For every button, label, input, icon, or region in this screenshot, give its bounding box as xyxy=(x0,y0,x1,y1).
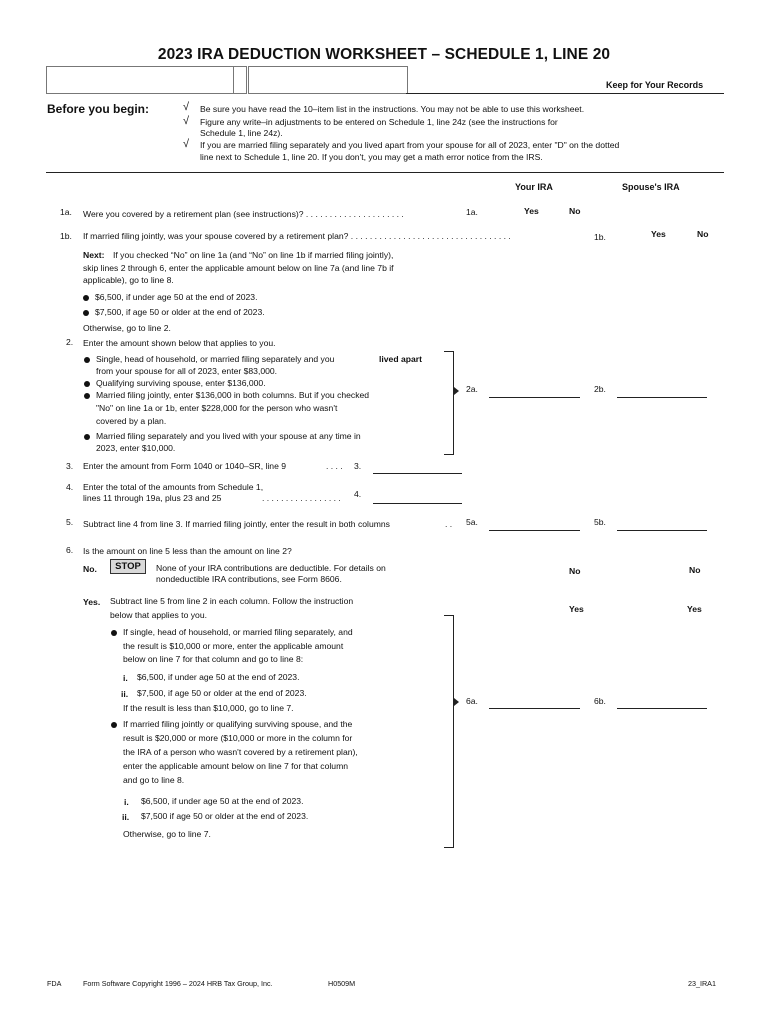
bullet-icon xyxy=(84,393,90,399)
line-2-bullet-1: Single, head of household, or married filing separately and you xyxy=(96,354,335,364)
line-3-number: 3. xyxy=(66,461,74,471)
line-6-single-ii-marker: ii. xyxy=(121,689,129,699)
before-item-3-cont: line next to Schedule 1, line 20. If you don't, you may get a math error notice from the IRS. xyxy=(200,152,543,162)
line-6a-yes[interactable]: Yes xyxy=(569,604,584,614)
before-item-2-cont: Schedule 1, line 24z). xyxy=(200,128,283,138)
line-6-no-label: No. xyxy=(83,564,97,574)
line-3-text: Enter the amount from Form 1040 or 1040–SR, line 9 xyxy=(83,461,287,471)
bullet-icon xyxy=(83,310,89,316)
next-text-1: If you checked “No” on line 1a (and “No” on line 1b if married filing jointly), xyxy=(113,250,394,260)
your-ira-header: Your IRA xyxy=(515,182,553,192)
arrow-right-icon xyxy=(454,387,459,395)
line-6a-ref: 6a. xyxy=(466,696,478,706)
line-2-bullet-1-cont: from your spouse for all of 2023, enter $83,000. xyxy=(96,366,278,376)
line-6-text: Is the amount on line 5 less than the amount on line 2? xyxy=(83,546,292,556)
bullet-icon xyxy=(84,357,90,363)
line-2-bracket xyxy=(444,351,454,455)
line-4-dots: . . . . . . . . . . . . . . . . . xyxy=(262,493,341,503)
next-label: Next: xyxy=(83,250,105,260)
before-item-3: If you are married filing separately and you lived apart from your spouse for all of 2023, enter "D" on the dotted xyxy=(200,140,620,150)
line-6-single-2: the result is $10,000 or more, enter the applicable amount xyxy=(123,641,344,651)
line-6-yes-text-1: Subtract line 5 from line 2 in each column. Follow the instruction xyxy=(110,596,354,606)
line-2-bullet-4: Married filing separately and you lived with your spouse at any time in xyxy=(96,431,361,441)
line-6-single-1: If single, head of household, or married filing separately, and xyxy=(123,627,353,637)
line-5-dots: . . xyxy=(445,519,453,529)
line-6b-yes[interactable]: Yes xyxy=(687,604,702,614)
line-4-text-2: lines 11 through 19a, plus 23 and 25 xyxy=(83,493,222,503)
line-6-yes-text-2: below that applies to you. xyxy=(110,610,207,620)
before-item-2: Figure any write–in adjustments to be entered on Schedule 1, line 24z (see the instructions for xyxy=(200,117,558,127)
section-rule xyxy=(46,172,724,173)
bullet-icon xyxy=(83,295,89,301)
footer-form-code: H0509M xyxy=(328,979,356,988)
check-icon: √ xyxy=(183,138,190,150)
line-2-text: Enter the amount shown below that applies to you. xyxy=(83,338,276,348)
name-box-divider xyxy=(234,66,247,94)
line-6-number: 6. xyxy=(66,545,74,555)
line-5-number: 5. xyxy=(66,517,74,527)
line-6-mfj-4: enter the applicable amount below on line 7 for that column xyxy=(123,761,349,771)
line-6-single-i: $6,500, if under age 50 at the end of 2023. xyxy=(137,672,300,682)
line-5-text: Subtract line 4 from line 3. If married filing jointly, enter the result in both columns xyxy=(83,519,390,529)
line-5b-ref: 5b. xyxy=(594,517,606,527)
line-6a-input[interactable] xyxy=(489,708,580,709)
line-1a-number: 1a. xyxy=(60,207,72,217)
line-4-input[interactable] xyxy=(373,503,462,504)
arrow-right-icon xyxy=(454,698,459,706)
bullet-icon xyxy=(84,381,90,387)
keep-records-label: Keep for Your Records xyxy=(606,80,704,90)
spouse-ira-header: Spouse's IRA xyxy=(622,182,680,192)
line-6-single-i-marker: i. xyxy=(123,673,128,683)
line-2b-ref: 2b. xyxy=(594,384,606,394)
line-6b-no[interactable]: No xyxy=(689,565,701,575)
line-6-single-ii: $7,500, if age 50 or older at the end of 2023. xyxy=(137,688,307,698)
next-otherwise: Otherwise, go to line 2. xyxy=(83,323,171,333)
line-4-ref: 4. xyxy=(354,489,362,499)
worksheet-title: 2023 IRA DEDUCTION WORKSHEET – SCHEDULE 1, LINE 20 xyxy=(157,46,611,63)
line-3-ref: 3. xyxy=(354,461,362,471)
line-1b-text: If married filing jointly, was your spouse covered by a retirement plan? . . . . . . . . . . . . . . . . . . . . . . . . . . . . . . . . . . xyxy=(83,231,511,241)
name-box[interactable] xyxy=(46,66,234,94)
line-6-single-less: If the result is less than $10,000, go to line 7. xyxy=(123,703,294,713)
bullet-icon xyxy=(84,434,90,440)
line-6-mfj-5: and go to line 8. xyxy=(123,775,185,785)
line-1a-yes[interactable]: Yes xyxy=(524,206,539,216)
before-heading: Before you begin: xyxy=(47,102,150,116)
line-6-mfj-2: result is $20,000 or more ($10,000 or more in the column for xyxy=(123,733,353,743)
line-6-mfj-ii-marker: ii. xyxy=(122,812,130,822)
line-6-mfj-i-marker: i. xyxy=(124,797,129,807)
line-2-bullet-2: Qualifying surviving spouse, enter $136,000. xyxy=(96,378,266,388)
footer-page-id: 23_IRA1 xyxy=(688,979,716,988)
bullet-icon xyxy=(111,722,117,728)
line-2-lived-apart: lived apart xyxy=(379,354,422,364)
line-6-mfj-ii: $7,500 if age 50 or older at the end of 2023. xyxy=(141,811,309,821)
header-rule xyxy=(406,93,724,94)
line-2-bullet-3-cont2: covered by a plan. xyxy=(96,416,167,426)
check-icon: √ xyxy=(183,115,190,127)
line-2-bullet-4-cont: 2023, enter $10,000. xyxy=(96,443,176,453)
line-6-mfj-3: the IRA of a person who wasn't covered by a retirement plan), xyxy=(123,747,358,757)
line-6-mfj-otherwise: Otherwise, go to line 7. xyxy=(123,829,211,839)
bullet-icon xyxy=(111,630,117,636)
line-4-number: 4. xyxy=(66,482,74,492)
next-bullet-2: $7,500, if age 50 or older at the end of 2023. xyxy=(95,307,265,317)
line-2-bullet-3-cont: "No" on line 1a or 1b, enter $228,000 for the person who wasn't xyxy=(96,403,338,413)
line-6-no-text-2: nondeductible IRA contributions, see Form 8606. xyxy=(156,574,342,584)
line-6b-ref: 6b. xyxy=(594,696,606,706)
line-6-mfj-1: If married filing jointly or qualifying surviving spouse, and the xyxy=(123,719,353,729)
line-6-bracket xyxy=(444,615,454,848)
line-2-bullet-3: Married filing jointly, enter $136,000 in both columns. But if you checked xyxy=(96,390,370,400)
line-4-text-1: Enter the total of the amounts from Schedule 1, xyxy=(83,482,264,492)
line-5a-input[interactable] xyxy=(489,530,580,531)
line-2b-input[interactable] xyxy=(617,397,707,398)
check-icon: √ xyxy=(183,101,190,113)
line-1a-ref: 1a. xyxy=(466,207,478,217)
line-6-mfj-i: $6,500, if under age 50 at the end of 2023. xyxy=(141,796,304,806)
line-1a-text: Were you covered by a retirement plan (see instructions)? . . . . . . . . . . . . . . . . . . . . . xyxy=(83,209,404,219)
ssn-box[interactable] xyxy=(248,66,408,94)
line-6-no-text-1: None of your IRA contributions are deductible. For details on xyxy=(156,563,386,573)
line-2a-ref: 2a. xyxy=(466,384,478,394)
next-text-2: skip lines 2 through 6, enter the applicable amount below on line 7a (and line 7b if xyxy=(83,263,394,273)
line-1b-yes[interactable]: Yes xyxy=(651,229,666,239)
line-1b-number: 1b. xyxy=(60,231,72,241)
line-3-input[interactable] xyxy=(373,473,462,474)
stop-badge: STOP xyxy=(110,559,146,574)
line-1b-ref: 1b. xyxy=(594,232,606,242)
line-5a-ref: 5a. xyxy=(466,517,478,527)
before-item-1: Be sure you have read the 10–item list in the instructions. You may not be able to use this worksheet. xyxy=(200,104,585,114)
next-text-3: applicable), go to line 8. xyxy=(83,275,174,285)
line-6-single-3: below on line 7 for that column and go to line 8: xyxy=(123,654,304,664)
next-bullet-1: $6,500, if under age 50 at the end of 2023. xyxy=(95,292,258,302)
line-5b-input[interactable] xyxy=(617,530,707,531)
line-3-dots: . . . . xyxy=(326,461,343,471)
footer-code-left: FDA xyxy=(47,979,62,988)
line-2-number: 2. xyxy=(66,337,74,347)
line-6-yes-label: Yes. xyxy=(83,597,101,607)
line-1a-no[interactable]: No xyxy=(569,206,581,216)
line-1b-no[interactable]: No xyxy=(697,229,709,239)
line-2a-input[interactable] xyxy=(489,397,580,398)
line-6a-no[interactable]: No xyxy=(569,566,581,576)
line-6b-input[interactable] xyxy=(617,708,707,709)
footer-copyright: Form Software Copyright 1996 – 2024 HRB Tax Group, Inc. xyxy=(83,979,273,988)
